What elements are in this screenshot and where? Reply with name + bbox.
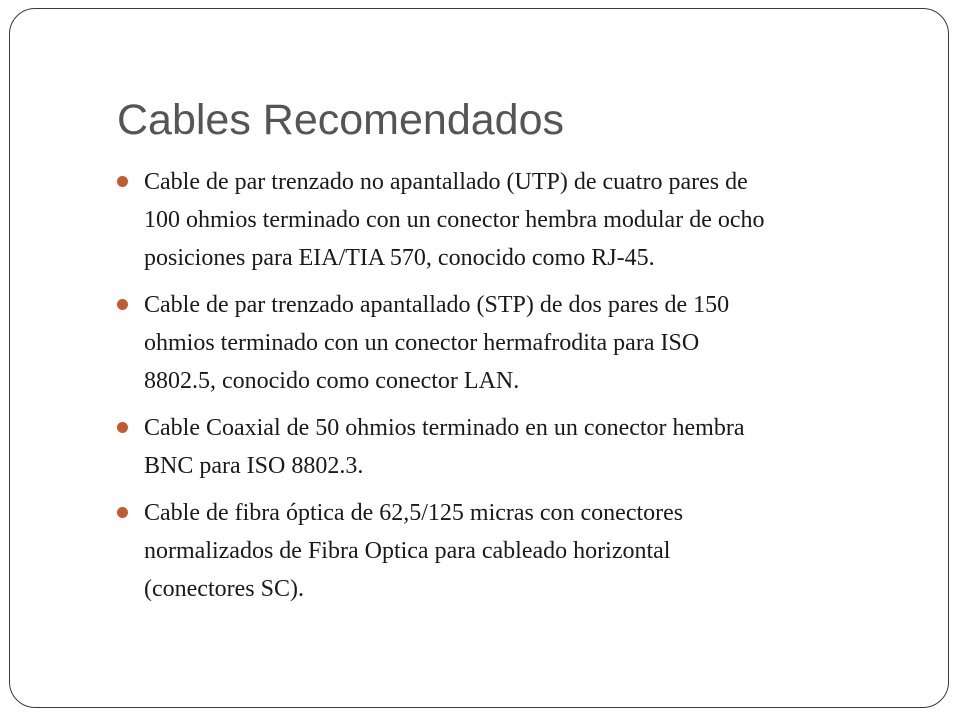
bullet-text-line: Cable de par trenzado apantallado (STP) de dos pares de 150 [144, 292, 730, 318]
bullet-item [117, 494, 887, 608]
bullet-item [117, 409, 887, 485]
bullet-text-line: posiciones para EIA/TIA 570, conocido como RJ-45. [144, 245, 655, 271]
bullet-item [117, 286, 887, 400]
bullet-dot-icon [117, 299, 128, 310]
slide-frame [9, 8, 949, 708]
bullet-text-line: BNC para ISO 8802.3. [144, 453, 364, 479]
bullet-item [117, 163, 887, 277]
bullet-text-line: Cable de par trenzado no apantallado (UTP) de cuatro pares de [144, 169, 748, 195]
bullet-dot-icon [117, 507, 128, 518]
bullet-text-line: 100 ohmios terminado con un conector hembra modular de ocho [144, 207, 765, 233]
slide-title: Cables Recomendados [117, 96, 564, 144]
bullet-list [117, 163, 887, 617]
bullet-dot-icon [117, 176, 128, 187]
bullet-text-line: Cable Coaxial de 50 ohmios terminado en un conector hembra [144, 415, 745, 441]
bullet-text-line: (conectores SC). [144, 576, 304, 602]
bullet-text-line: ohmios terminado con un conector hermafrodita para ISO [144, 330, 700, 356]
bullet-text-line: 8802.5, conocido como conector LAN. [144, 368, 520, 394]
bullet-text-line: normalizados de Fibra Optica para cableado horizontal [144, 538, 671, 564]
bullet-dot-icon [117, 422, 128, 433]
bullet-text-line: Cable de fibra óptica de 62,5/125 micras con conectores [144, 500, 684, 526]
